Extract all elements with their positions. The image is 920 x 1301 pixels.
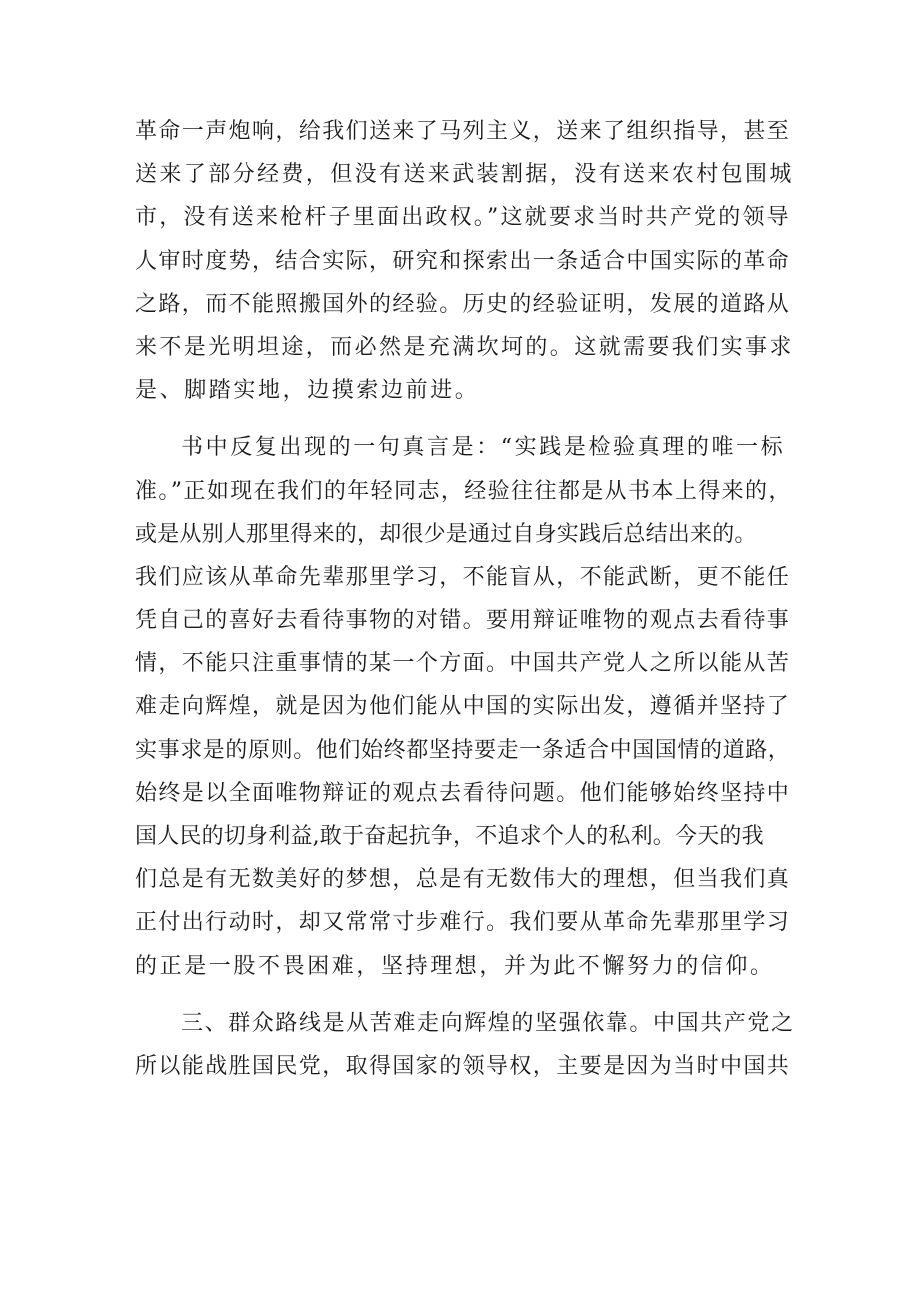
text-line: 我们应该从革命先辈那里学习，不能盲从，不能武断，更不能任 [135, 564, 791, 590]
text-line: 来不是光明坦途，而必然是充满坎坷的。这就需要我们实事求 [135, 334, 794, 360]
text-line: 是、脚踏实地，边摸索边前进。 [135, 378, 480, 404]
text-line: 送来了部分经费，但没有送来武装割据，没有送来农村包围城 [135, 162, 794, 188]
text-line: 实事求是的原则。他们始终都坚持要走一条适合中国国情的道路， [135, 737, 791, 763]
text-line: 革命一声炮响，给我们送来了马列主义，送来了组织指导，甚至 [135, 119, 791, 144]
paragraph-spacer [135, 988, 795, 1002]
text-line: 所以能战胜国民党，取得国家的领导权，主要是因为当时中国共 [135, 1053, 791, 1079]
text-line: 的正是一股不畏困难，坚持理想，并为此不懈努力的信仰。 [135, 953, 775, 979]
body-text [135, 110, 795, 1088]
text-line: 国人民的切身利益,敢于奋起抗争，不追求个人的私利。今天的我 [135, 824, 764, 849]
text-line: 准。”正如现在我们的年轻同志，经验往往都是从书本上得来的， [135, 478, 792, 504]
paragraph-spacer [135, 412, 795, 426]
text-line: 正付出行动时，却又常常寸步难行。我们要从革命先辈那里学习 [135, 910, 791, 936]
paragraph-1 [135, 110, 795, 412]
text-line: 们总是有无数美好的梦想，总是有无数伟大的理想，但当我们真 [135, 867, 791, 893]
text-line: 情，不能只注重事情的某一个方面。中国共产党人之所以能从苦 [135, 651, 791, 677]
text-line: 人审时度势，结合实际，研究和探索出一条适合中国实际的革命 [135, 248, 791, 274]
text-line: 难走向辉煌，就是因为他们能从中国的实际出发，遵循并坚持了 [135, 694, 791, 720]
text-line: 市，没有送来枪杆子里面出政权。”这就要求当时共产党的领导 [135, 205, 791, 231]
text-line: 书中反复出现的一句真言是：“实践是检验真理的唯一标 [181, 435, 786, 461]
text-line: 凭自己的喜好去看待事物的对错。要用辩证唯物的观点去看待事 [135, 608, 791, 634]
paragraph-3 [135, 1002, 795, 1088]
text-line: 之路，而不能照搬国外的经验。历史的经验证明，发展的道路从 [135, 291, 791, 317]
paragraph-2 [135, 426, 795, 987]
text-line: 始终是以全面唯物辩证的观点去看待问题。他们能够始终坚持中 [135, 780, 791, 806]
text-line: 三、群众路线是从苦难走向辉煌的坚强依靠。中国共产党之 [181, 1010, 795, 1036]
text-line: 或是从别人那里得来的，却很少是通过自身实践后总结出来的。 [135, 521, 757, 547]
